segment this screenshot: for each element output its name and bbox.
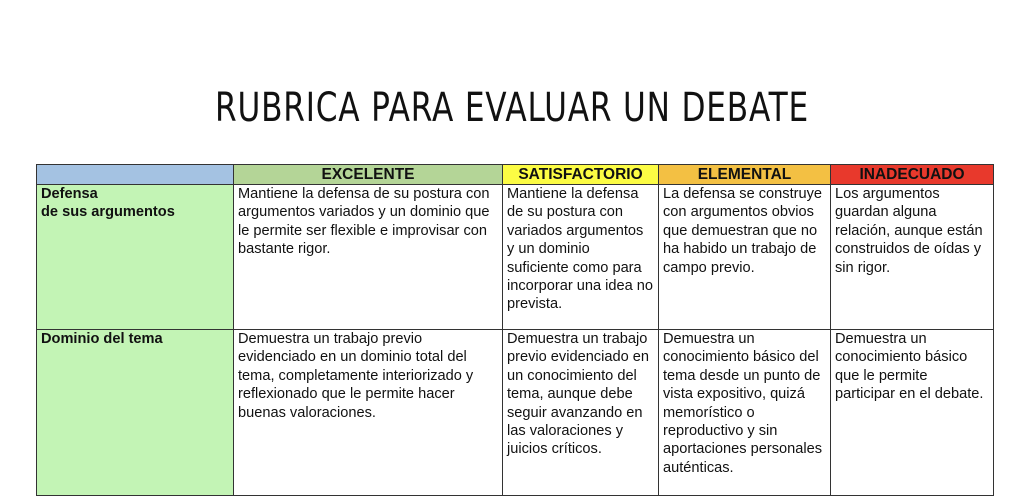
criterion-label-line1: Dominio del tema: [41, 331, 163, 347]
criterion-defensa: [37, 185, 234, 330]
header-elemental: ELEMENTAL: [659, 165, 831, 185]
criterion-label-line2: de sus argumentos: [41, 204, 175, 221]
table-row: [37, 330, 994, 496]
header-inadecuado: INADECUADO: [831, 165, 994, 185]
cell-satisfactorio: Mantiene la defensa de su postura con variados argumentos y un dominio suficiente como para incorporar una idea no prevista.: [503, 185, 659, 330]
criterion-label-line1: Defensa: [41, 186, 98, 202]
header-blank: [37, 165, 234, 185]
header-satisfactorio: SATISFACTORIO: [503, 165, 659, 185]
cell-inadecuado: Los argumentos guardan alguna relación, aunque están construidos de oídas y sin rigor.: [831, 185, 994, 330]
cell-elemental: Demuestra un conocimiento básico del tema desde un punto de vista expositivo, quizá memorístico o reproductivo y sin aportaciones personales auténticas.: [659, 330, 831, 496]
cell-excelente: Mantiene la defensa de su postura con argumentos variados y un dominio que le permite ser flexible e improvisar con bastante rigor.: [234, 185, 503, 330]
criterion-dominio: [37, 330, 234, 496]
cell-inadecuado: Demuestra un conocimiento básico que le permite participar en el debate.: [831, 330, 994, 496]
page-title: RUBRICA PARA EVALUAR UN DEBATE: [214, 85, 810, 131]
cell-elemental: La defensa se construye con argumentos obvios que demuestran que no ha habido un trabajo de campo previo.: [659, 185, 831, 330]
rubric-table: [36, 164, 994, 496]
cell-excelente: Demuestra un trabajo previo evidenciado en un dominio total del tema, completamente interiorizado y reflexionado que le permite hacer buenas valoraciones.: [234, 330, 503, 496]
header-excelente: EXCELENTE: [234, 165, 503, 185]
header-row: [37, 165, 994, 185]
table-row: [37, 185, 994, 330]
cell-satisfactorio: Demuestra un trabajo previo evidenciado en un conocimiento del tema, aunque debe seguir avanzando en las valoraciones y juicios críticos.: [503, 330, 659, 496]
